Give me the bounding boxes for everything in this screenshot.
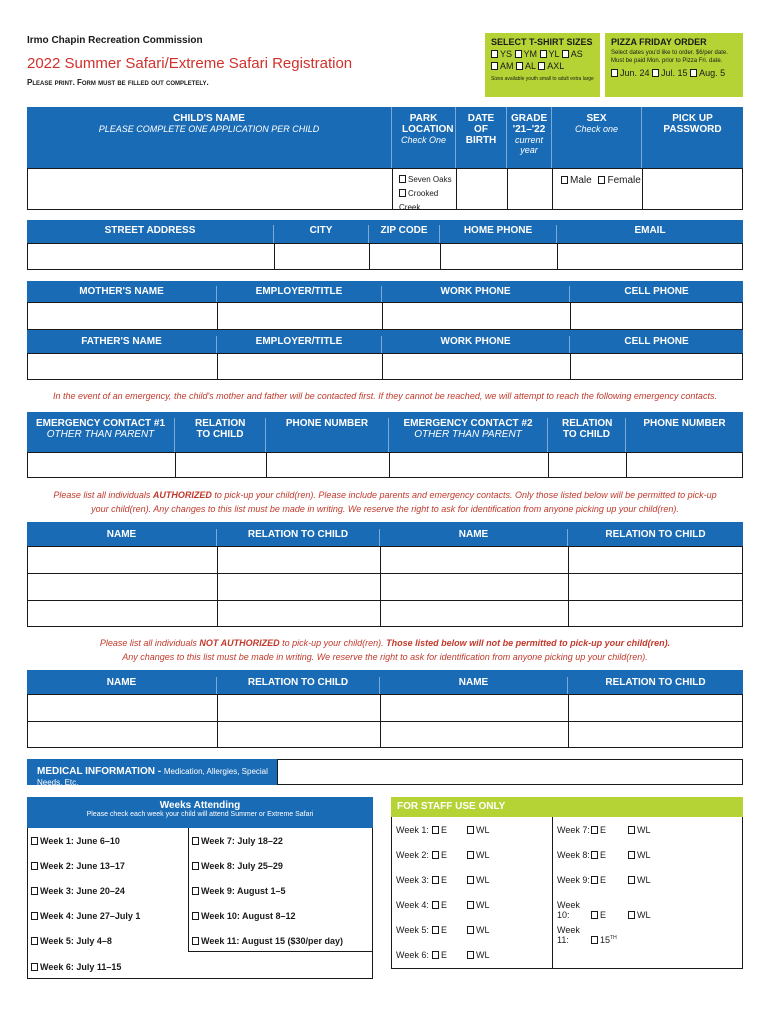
authorized-col-divider (217, 546, 218, 627)
checkbox-icon (538, 62, 545, 70)
emergency2-relation-header: RELATION TO CHILD (548, 418, 626, 452)
password-field[interactable] (642, 168, 743, 210)
checkbox-icon (432, 901, 439, 909)
weeks-bottom-divider (188, 951, 373, 952)
pizza-date-aug5[interactable]: Aug. 5 (690, 68, 725, 78)
checkbox-icon (31, 887, 38, 895)
mother-employer-field[interactable] (217, 302, 383, 330)
checkbox-icon (628, 876, 635, 884)
authorized-col-divider (380, 546, 381, 627)
checkbox-icon (591, 851, 598, 859)
father-work-phone-header: WORK PHONE (382, 336, 570, 353)
checkbox-icon (192, 937, 199, 945)
page-title: 2022 Summer Safari/Extreme Safari Registration (27, 55, 353, 72)
tshirt-title: SELECT T-SHIRT SIZES (491, 37, 593, 47)
emergency2-name-field[interactable] (389, 452, 549, 478)
park-location-header: PARK LOCATION Check One (392, 107, 456, 168)
not-authorized-col-divider (568, 694, 569, 748)
staff-week-6: Week 6: E WL (396, 950, 490, 960)
staff-week-9: Week 9: E WL (557, 875, 651, 885)
staff-wl-option[interactable]: WL (467, 825, 490, 835)
week-8-option[interactable]: Week 8: July 25–29 (192, 861, 283, 871)
tshirt-yl[interactable]: YL (540, 49, 560, 59)
pizza-dates (611, 68, 737, 78)
park-crooked-creek[interactable]: Crooked Creek (399, 189, 439, 212)
not-authorized-row-divider (27, 721, 743, 722)
authorized-note: Please list all individuals AUTHORIZED to pick-up your child(ren). Please include parents and emergency contacts. Only those listed below will be permitted to pick-up your child(ren). Any changes to this list must be made in writing. We reserve the right to ask for identification from anyone picking up your child(ren). (53, 490, 717, 514)
week-9-option[interactable]: Week 9: August 1–5 (192, 886, 286, 896)
staff-week-11: Week 11: 15TH (557, 925, 617, 945)
week-10-option[interactable]: Week 10: August 8–12 (192, 911, 296, 921)
staff-e-option[interactable]: E (591, 850, 606, 860)
staff-wl-option[interactable]: WL (467, 850, 490, 860)
child-name-header: CHILD'S NAME PLEASE COMPLETE ONE APPLICATION PER CHILD (27, 107, 392, 168)
not-authorized-note: Please list all individuals NOT AUTHORIZED to pick-up your child(ren). Those listed below will not be permitted to pick-up your child(ren). Any changes to this list must be made in writing. We reserve the right to ask for identification from anyone picking up your child(ren). (99, 638, 671, 662)
emergency1-name-field[interactable] (27, 452, 176, 478)
staff-e-option[interactable]: E (432, 900, 447, 910)
staff-e-option[interactable]: E (591, 825, 606, 835)
checkbox-icon (516, 62, 523, 70)
staff-week-2: Week 2: E WL (396, 850, 490, 860)
staff-e-option[interactable]: E (432, 825, 447, 835)
checkbox-icon (591, 876, 598, 884)
park-seven-oaks[interactable]: Seven Oaks (399, 173, 456, 187)
password-header: PICK UP PASSWORD (642, 107, 743, 168)
checkbox-icon (192, 887, 199, 895)
staff-wl-option[interactable]: WL (628, 875, 651, 885)
checkbox-icon (591, 911, 598, 919)
father-employer-header: EMPLOYER/TITLE (217, 336, 382, 353)
week-3-option[interactable]: Week 3: June 20–24 (31, 886, 125, 896)
child-name-field[interactable] (27, 168, 393, 210)
authorized-col-divider (568, 546, 569, 627)
checkbox-icon (31, 937, 38, 945)
authorized-row-divider (27, 573, 743, 574)
checkbox-icon (467, 951, 474, 959)
checkbox-icon (628, 851, 635, 859)
week-2-option[interactable]: Week 2: June 13–17 (31, 861, 125, 871)
street-header: STREET ADDRESS (27, 225, 274, 243)
checkbox-icon (540, 50, 547, 58)
sex-header: SEX Check one (552, 107, 642, 168)
father-name-field[interactable] (27, 353, 218, 380)
father-cell-phone-field[interactable] (570, 353, 743, 380)
checkbox-icon (31, 837, 38, 845)
home-phone-field[interactable] (440, 243, 558, 270)
staff-week-4: Week 4: E WL (396, 900, 490, 910)
checkbox-icon (432, 851, 439, 859)
week-4-option[interactable]: Week 4: June 27–July 1 (31, 911, 140, 921)
emergency2-relation-field[interactable] (548, 452, 627, 478)
staff-e-option[interactable]: E (432, 875, 447, 885)
father-employer-field[interactable] (217, 353, 383, 380)
staff-e-option[interactable]: E (432, 925, 447, 935)
emergency1-relation-field[interactable] (175, 452, 267, 478)
tshirt-note: Sizes available youth small to adult extra large (491, 76, 594, 82)
staff-header: FOR STAFF USE ONLY (391, 797, 743, 817)
dob-field[interactable] (456, 168, 508, 210)
emergency-note: In the event of an emergency, the child's mother and father will be contacted first. If they cannot be reached, we will attempt to reach the following emergency contacts. (53, 391, 717, 401)
not-authorized-col-divider (380, 694, 381, 748)
emergency1-phone-field[interactable] (266, 452, 390, 478)
checkbox-icon (432, 926, 439, 934)
emergency1-relation-header: RELATION TO CHILD (175, 418, 266, 452)
staff-week-3: Week 3: E WL (396, 875, 490, 885)
sex-female[interactable]: Female (598, 175, 640, 186)
staff-week-7: Week 7: E WL (557, 825, 651, 835)
checkbox-icon (31, 912, 38, 920)
checkbox-icon (467, 826, 474, 834)
authorized-relation1-header: RELATION TO CHILD (217, 529, 380, 546)
checkbox-icon (192, 837, 199, 845)
tshirt-ys[interactable]: YS (491, 49, 512, 59)
print-instruction: Please print. Form must be filled out completely. (27, 78, 209, 87)
checkbox-icon (31, 963, 38, 971)
pizza-box (605, 33, 743, 97)
email-field[interactable] (557, 243, 743, 270)
checkbox-icon (591, 826, 598, 834)
checkbox-icon (467, 876, 474, 884)
checkbox-icon (591, 936, 598, 944)
checkbox-icon (467, 901, 474, 909)
authorized-name2-header: NAME (380, 529, 568, 546)
staff-wl-option[interactable]: WL (467, 900, 490, 910)
street-field[interactable] (27, 243, 275, 270)
not-authorized-relation1-header: RELATION TO CHILD (217, 677, 380, 694)
week-1-option[interactable]: Week 1: June 6–10 (31, 836, 120, 846)
mother-name-header: MOTHER'S NAME (27, 286, 217, 302)
zip-field[interactable] (369, 243, 441, 270)
week-7-option[interactable]: Week 7: July 18–22 (192, 836, 283, 846)
checkbox-icon (467, 851, 474, 859)
authorized-name1-header: NAME (27, 529, 217, 546)
zip-header: ZIP CODE (369, 225, 440, 243)
staff-col-divider (552, 817, 553, 969)
staff-e-option[interactable]: E (432, 850, 447, 860)
checkbox-icon (192, 862, 199, 870)
week-6-option[interactable]: Week 6: July 11–15 (31, 962, 121, 972)
father-work-phone-field[interactable] (382, 353, 571, 380)
staff-15th-option[interactable]: 15TH (591, 935, 617, 945)
mother-name-field[interactable] (27, 302, 218, 330)
staff-wl-option[interactable]: WL (628, 910, 651, 920)
dob-header: DATE OF BIRTH (456, 107, 507, 168)
checkbox-icon (399, 189, 406, 197)
email-header: EMAIL (557, 225, 743, 243)
checkbox-icon (561, 176, 568, 184)
tshirt-al[interactable]: AL (516, 61, 536, 71)
authorized-grid[interactable] (27, 546, 743, 627)
staff-wl-option[interactable]: WL (628, 825, 651, 835)
staff-week-8: Week 8: E WL (557, 850, 651, 860)
checkbox-icon (611, 69, 618, 77)
emergency2-phone-header: PHONE NUMBER (626, 418, 743, 452)
pizza-title: PIZZA FRIDAY ORDER (611, 37, 707, 47)
not-authorized-name1-header: NAME (27, 677, 217, 694)
authorized-row-divider (27, 600, 743, 601)
checkbox-icon (432, 826, 439, 834)
staff-week-5: Week 5: E WL (396, 925, 490, 935)
mother-work-phone-header: WORK PHONE (382, 286, 570, 302)
checkbox-icon (515, 50, 522, 58)
checkbox-icon (652, 69, 659, 77)
park-location-field (392, 168, 457, 210)
mother-cell-phone-header: CELL PHONE (570, 286, 743, 302)
medical-info-field[interactable] (277, 759, 743, 785)
tshirt-ym[interactable]: YM (515, 49, 538, 59)
city-header: CITY (274, 225, 369, 243)
mother-employer-header: EMPLOYER/TITLE (217, 286, 382, 302)
org-name: Irmo Chapin Recreation Commission (27, 35, 203, 46)
emergency1-phone-header: PHONE NUMBER (266, 418, 389, 452)
checkbox-icon (192, 912, 199, 920)
checkbox-icon (432, 876, 439, 884)
checkbox-icon (491, 62, 498, 70)
week-5-option[interactable]: Week 5: July 4–8 (31, 936, 112, 946)
tshirt-row1 (491, 49, 594, 59)
pizza-desc: Select dates you'd like to order. $6/per date. Must be paid Mon. prior to Pizza Fri. date. (611, 50, 728, 64)
authorized-relation2-header: RELATION TO CHILD (568, 529, 743, 546)
staff-week-10: Week 10: E WL (557, 900, 651, 920)
tshirt-am[interactable]: AM (491, 61, 514, 71)
emergency1-header: EMERGENCY CONTACT #1 OTHER THAN PARENT (27, 418, 175, 452)
weeks-header: Weeks Attending Please check each week your child will attend Summer or Extreme Safari (27, 797, 373, 828)
checkbox-icon (491, 50, 498, 58)
not-authorized-relation2-header: RELATION TO CHILD (568, 677, 743, 694)
checkbox-icon (628, 826, 635, 834)
pizza-date-jun24[interactable]: Jun. 24 (611, 68, 650, 78)
checkbox-icon (628, 911, 635, 919)
mother-work-phone-field[interactable] (382, 302, 571, 330)
checkbox-icon (690, 69, 697, 77)
sex-field (552, 168, 643, 210)
grade-field[interactable] (507, 168, 553, 210)
staff-e-option[interactable]: E (591, 875, 606, 885)
pizza-date-jul15[interactable]: Jul. 15 (652, 68, 688, 78)
father-name-header: FATHER'S NAME (27, 336, 217, 353)
father-cell-phone-header: CELL PHONE (570, 336, 743, 353)
checkbox-icon (598, 176, 605, 184)
medical-label: MEDICAL INFORMATION - Medication, Allergies, Special Needs, Etc. (27, 759, 277, 785)
emergency2-header: EMERGENCY CONTACT #2 OTHER THAN PARENT (389, 418, 548, 452)
checkbox-icon (31, 862, 38, 870)
not-authorized-col-divider (217, 694, 218, 748)
staff-wl-option[interactable]: WL (628, 850, 651, 860)
checkbox-icon (562, 50, 569, 58)
sex-male[interactable]: Male (561, 175, 592, 186)
tshirt-box (485, 33, 600, 97)
checkbox-icon (432, 951, 439, 959)
staff-wl-option[interactable]: WL (467, 925, 490, 935)
grade-header: GRADE '21–'22 current year (507, 107, 552, 168)
staff-e-option[interactable]: E (432, 950, 447, 960)
emergency2-phone-field[interactable] (626, 452, 743, 478)
checkbox-icon (467, 926, 474, 934)
tshirt-as[interactable]: AS (562, 49, 583, 59)
staff-e-option[interactable]: E (591, 910, 606, 920)
mother-cell-phone-field[interactable] (570, 302, 743, 330)
weeks-col-divider (188, 828, 189, 951)
checkbox-icon (399, 175, 406, 183)
not-authorized-name2-header: NAME (380, 677, 568, 694)
tshirt-axl[interactable]: AXL (538, 61, 564, 71)
staff-week-1: Week 1: E WL (396, 825, 490, 835)
week-11-option[interactable]: Week 11: August 15 ($30/per day) (192, 936, 343, 946)
tshirt-row2 (491, 61, 594, 71)
staff-wl-option[interactable]: WL (467, 950, 490, 960)
staff-wl-option[interactable]: WL (467, 875, 490, 885)
home-phone-header: HOME PHONE (440, 225, 557, 243)
city-field[interactable] (274, 243, 370, 270)
